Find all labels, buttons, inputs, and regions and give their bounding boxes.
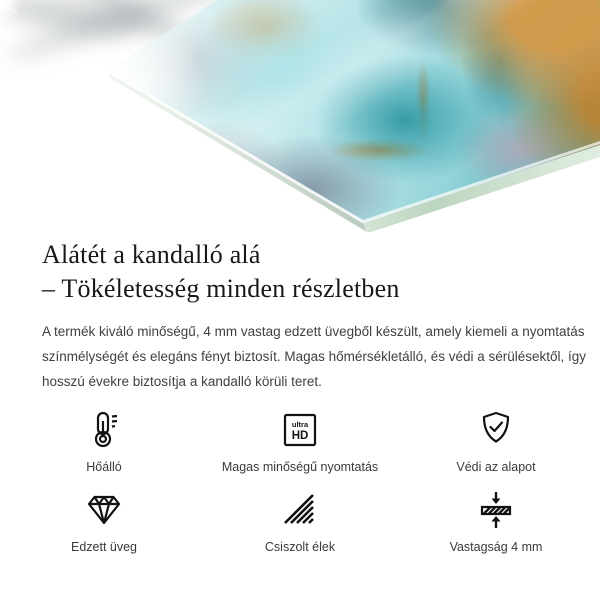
ultra-hd-icon [278,406,322,452]
text-section [0,238,600,394]
shield-check-icon [474,406,518,452]
feature-label: Vastagság 4 mm [449,540,543,554]
thickness-icon [474,486,518,532]
product-hero-image [0,0,600,232]
page-title-line1: Alátét a kandalló alá [42,240,261,269]
feature-polished-edges [202,486,398,555]
feature-label: Védi az alapot [456,460,536,474]
feature-thickness-4mm [398,486,594,555]
page-title [42,238,558,306]
svg-text:ultra: ultra [291,420,309,429]
feature-label: Magas minőségű nyomtatás [221,460,379,474]
thermometer-icon [82,406,126,452]
feature-label: Edzett üveg [70,540,137,554]
description-line: színmélységét és elegáns fényt biztosít. Magas hőmérsékletálló, és védi a sérülésektől, így [42,349,587,364]
page-title-line2: – Tökéletesség minden részletben [42,274,400,303]
polished-edges-icon [278,486,322,532]
description-line: hosszú évekre biztosítja a kandalló körüli teret. [42,374,322,389]
product-description [42,319,587,394]
feature-label: Hőálló [86,460,122,474]
feature-heat-resistant [6,406,202,475]
feature-tempered-glass [6,486,202,555]
svg-text:HD: HD [291,430,309,442]
diamond-icon [82,486,126,532]
features-grid [0,406,600,555]
feature-ultra-hd-print [202,406,398,475]
feature-label: Csiszolt élek [264,540,336,554]
description-line: A termék kiváló minőségű, 4 mm vastag edzett üvegből készült, amely kiemeli a nyomtatás [42,324,585,339]
feature-protects-base [398,406,594,475]
